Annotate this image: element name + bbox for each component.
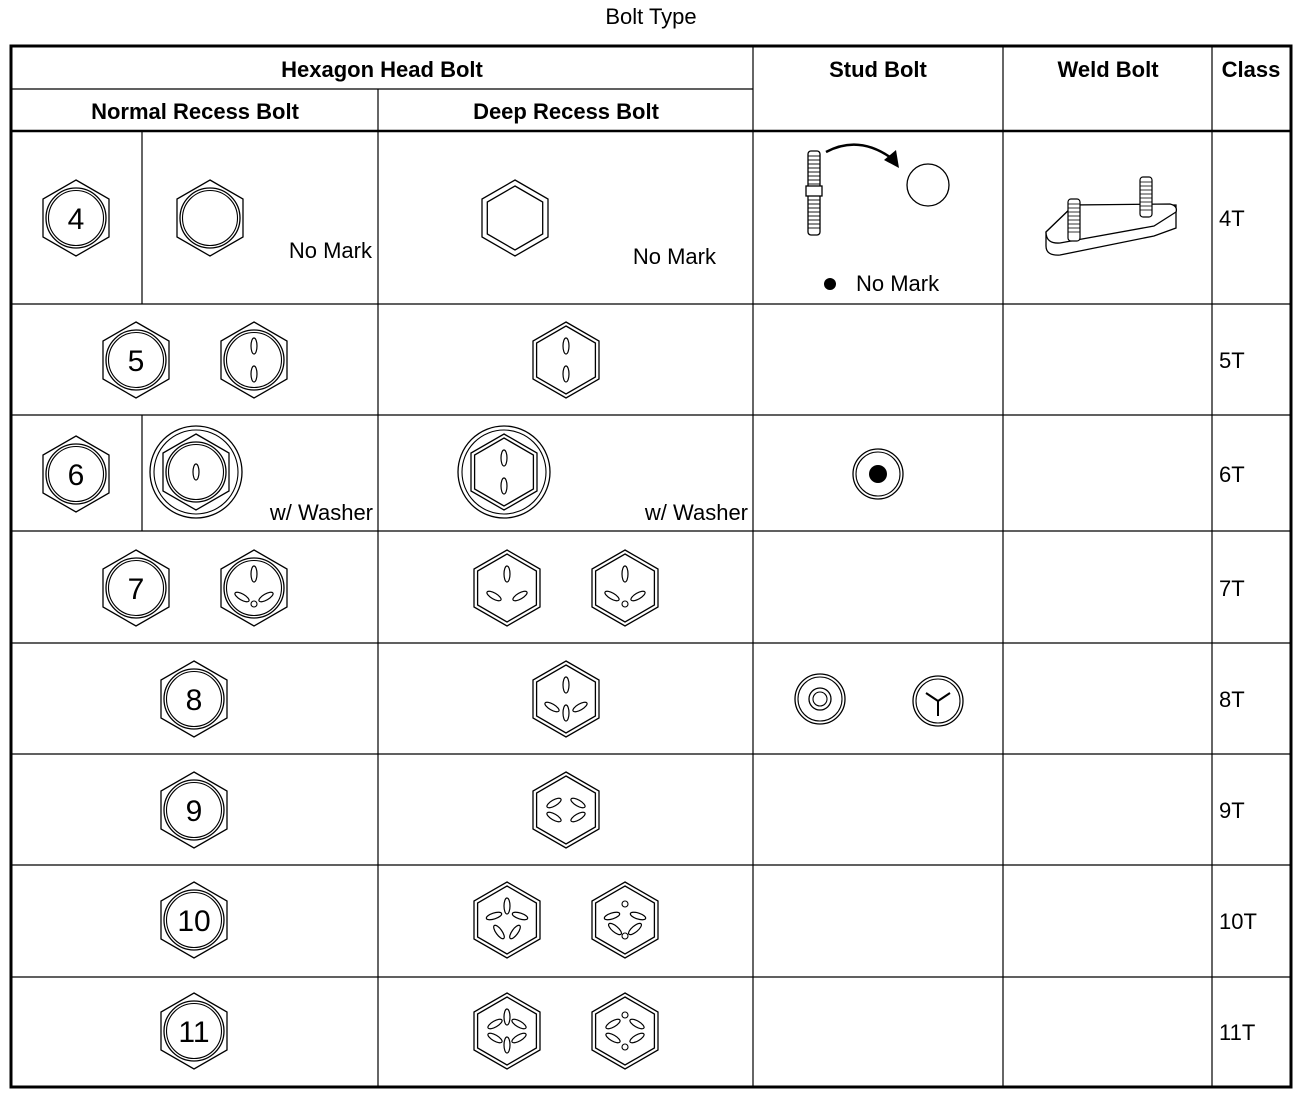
deep-recess-six-mark-dot-icon [592,993,658,1069]
deep-recess-three-mark-dot-icon [592,550,658,626]
dot-icon [824,278,836,290]
stud-double-circle-icon [795,674,845,724]
page-title: Bolt Type [605,4,697,29]
header-class: Class [1221,57,1281,82]
class-label: 11T [1219,1020,1256,1045]
bolt-head-number: 9 [185,795,203,828]
class-label: 6T [1219,462,1245,487]
bolt-head-number: 11 [178,1016,210,1049]
bolt-head-7-icon [103,550,169,626]
stud-bolt-icon [806,145,949,235]
bolt-head-9-icon [161,772,227,848]
bolt-head-4-icon [43,180,109,256]
no-mark-label: No Mark [288,238,372,263]
bolt-head-10-icon [161,882,227,958]
class-label: 5T [1219,348,1245,373]
stud-dot-circle-icon [853,449,903,499]
bolt-head-number: 7 [127,573,145,606]
deep-recess-five-mark-icon [474,882,540,958]
normal-recess-three-mark-icon [221,550,287,626]
header-deep-recess-bolt: Deep Recess Bolt [473,99,659,124]
class-label: 8T [1219,687,1245,712]
normal-recess-no-mark-icon [177,180,243,256]
washer-label: w/ Washer [644,500,748,525]
deep-recess-no-mark-icon [482,180,548,256]
header-hexagon-head-bolt: Hexagon Head Bolt [281,57,483,82]
deep-recess-five-mark-dot-icon [592,882,658,958]
class-label: 9T [1219,798,1245,823]
washer-label: w/ Washer [269,500,373,525]
class-label: 4T [1219,206,1245,231]
bolt-head-5-icon [103,322,169,398]
bolt-head-number: 5 [127,345,145,378]
weld-bolt-icon [1046,177,1176,255]
class-label: 7T [1219,576,1245,601]
bolt-head-number: 4 [67,203,85,236]
normal-recess-washer-icon [150,426,242,518]
deep-recess-six-mark-icon [474,993,540,1069]
no-mark-label: No Mark [632,244,716,269]
deep-recess-washer-icon [458,426,550,518]
header-normal-recess-bolt: Normal Recess Bolt [91,99,299,124]
deep-recess-x-mark-icon [533,772,599,848]
bolt-head-number: 10 [177,905,211,938]
bolt-head-number: 8 [185,684,203,717]
deep-recess-four-mark-icon [533,661,599,737]
bolt-head-number: 6 [67,459,85,492]
bolt-head-6-icon [43,436,109,512]
header-weld-bolt: Weld Bolt [1057,57,1159,82]
bolt-head-11-icon [161,993,227,1069]
no-mark-label: No Mark [856,271,940,296]
deep-recess-three-mark-icon [474,550,540,626]
header-stud-bolt: Stud Bolt [829,57,927,82]
stud-y-mark-icon [913,676,963,726]
class-label: 10T [1219,909,1257,934]
normal-recess-two-line-icon [221,322,287,398]
deep-recess-two-line-icon [533,322,599,398]
bolt-head-8-icon [161,661,227,737]
